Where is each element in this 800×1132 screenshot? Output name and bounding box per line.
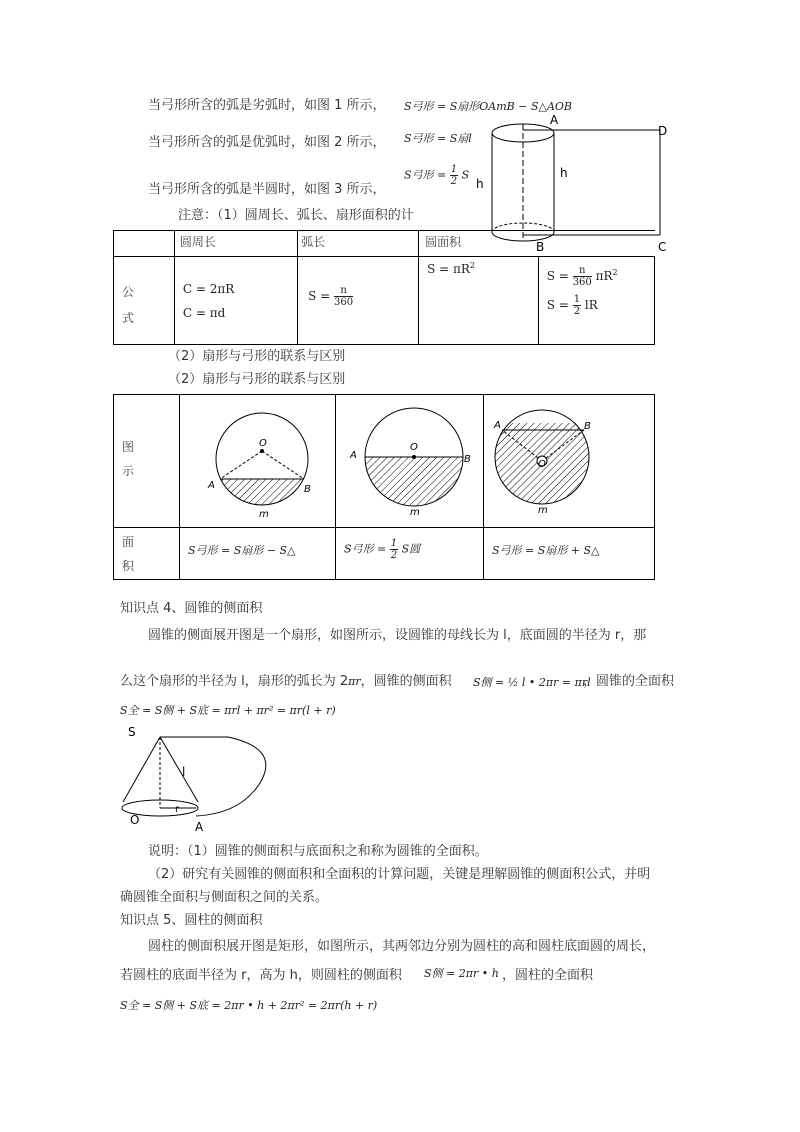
area-semicircle: S弓形 = $\frac{1}{2}$ S圆: [336, 528, 484, 580]
relation-heading-2: （2）扇形与弓形的联系与区别: [168, 372, 346, 387]
segment-hatch-3: [492, 423, 602, 513]
label-m-3: m: [538, 505, 548, 516]
cone-right-slant: [160, 737, 198, 802]
header-arc-length: 弧长: [298, 231, 419, 257]
label-B: B: [536, 240, 545, 254]
relation-heading-1: （2）扇形与弓形的联系与区别: [168, 349, 346, 364]
kp5-paragraph-2: 若圆柱的底面半径为 r，高为 h，则圆柱的侧面积: [120, 968, 402, 983]
label-m-2: m: [410, 507, 420, 518]
cone-lateral-formula: S侧 = ½ l • 2πr = πrl: [473, 676, 591, 689]
label-h-left: h: [476, 177, 484, 191]
diagram-minor-arc: [180, 395, 336, 528]
semicircle-svg: [336, 395, 483, 523]
text-line-major-arc: 当弓形所含的弧是优弧时，如图 2 所示，: [148, 135, 386, 150]
formula-semicircle: S弓形 = $\frac{1}{2}$ S: [404, 164, 470, 187]
kp5-paragraph-1: 圆柱的侧面积展开图是矩形，如图所示，其两邻边分别为圆柱的高和圆柱底面圆的周长，: [148, 939, 656, 954]
label-r: r: [175, 804, 180, 815]
label-S: S: [128, 725, 136, 739]
kp5-total-label: ，圆柱的全面积: [502, 968, 594, 983]
explanation-2b: 确圆锥全面积与侧面积之间的关系。: [120, 890, 329, 905]
label-D: D: [658, 124, 668, 138]
explanation-2a: （2）研究有关圆锥的侧面积和全面积的计算问题，关键是理解圆锥的侧面积公式，并明: [148, 867, 651, 882]
kp4-paragraph-1: 圆锥的侧面展开图是一个扇形，如图所示，设圆锥的母线长为 l，底面圆的半径为 r，那: [148, 628, 647, 643]
label-A: A: [550, 113, 559, 127]
label-A-cone: A: [195, 820, 204, 834]
label-m-1: m: [259, 509, 269, 520]
cell-arc-length: S = $\frac{n}{360}$: [298, 257, 419, 345]
radius-OA-1: [220, 451, 262, 479]
segment-table: [113, 394, 655, 580]
explanation-1: 说明：（1）圆锥的侧面积与底面积之和称为圆锥的全面积。: [148, 844, 488, 859]
label-A-1: A: [208, 480, 215, 491]
cone-diagram: [118, 724, 278, 836]
sector-arc: [196, 737, 266, 816]
cell-circle-area: $S = \pi R^2$: [419, 257, 539, 345]
minor-arc-svg: [180, 395, 335, 523]
note-text: 注意：（1）圆周长、弧长、扇形面积的计: [178, 208, 414, 223]
segment-hatch-2: [361, 457, 471, 509]
formula-table: [113, 230, 655, 345]
center-dot-2: [412, 455, 416, 459]
label-B-3: B: [584, 421, 591, 432]
text-line-minor-arc: 当弓形所含的弧是劣弧时，如图 1 所示，: [148, 98, 386, 113]
label-A-3: A: [494, 420, 501, 431]
label-O-1: O: [259, 438, 267, 449]
kp4-title: 知识点 4、圆锥的侧面积: [120, 601, 263, 616]
major-arc-svg: [484, 395, 654, 523]
formula-major-arc: S弓形 = S扇l: [404, 132, 472, 145]
cyl-total-formula: S全 = S侧 + S底 = 2πr • h + 2πr² = 2πr(h + r): [120, 999, 378, 1012]
corner-cell: [114, 231, 175, 257]
row-label-diagram: 图 示: [114, 395, 180, 528]
label-C: C: [658, 240, 667, 254]
diagram-major-arc: [484, 395, 655, 528]
kp4-total-label: ，圆锥的全面积: [583, 674, 675, 689]
header-sector-area: [538, 231, 654, 257]
row-label-formula: 公 式: [114, 257, 175, 345]
formula-minor-arc: S弓形 = S扇形OAmB − S△AOB: [404, 100, 573, 113]
area-major-arc: S弓形 = S扇形 + S△: [484, 528, 655, 580]
label-A-2: A: [350, 450, 357, 461]
label-l: l: [182, 765, 186, 779]
label-B-1: B: [304, 484, 311, 495]
kp5-title: 知识点 5、圆柱的侧面积: [120, 913, 263, 928]
center-dot-1: [260, 449, 264, 453]
header-circumference: 圆周长: [174, 231, 297, 257]
text-line-semicircle: 当弓形所含的弧是半圆时，如图 3 所示，: [148, 182, 386, 197]
cone-total-formula: S全 = S侧 + S底 = πrl + πr² = πr(l + r): [120, 704, 336, 717]
cone-left-slant: [123, 737, 160, 802]
cell-circumference: C = 2πR C = πd: [174, 257, 297, 345]
label-B-2: B: [464, 454, 471, 465]
radius-OB-1: [262, 451, 304, 479]
label-O: O: [130, 813, 140, 827]
label-h-right: h: [560, 166, 568, 180]
row-label-area: 面 积: [114, 528, 180, 580]
label-O-3: O: [538, 459, 546, 470]
kp4-paragraph-2: 么这个扇形的半径为 l，扇形的弧长为 2πr，圆锥的侧面积: [120, 674, 452, 689]
area-minor-arc: S弓形 = S扇形 − S△: [180, 528, 336, 580]
header-circle-area: 圆面积: [419, 231, 539, 257]
label-O-2: O: [410, 442, 418, 453]
cyl-lateral-formula: S侧 = 2πr • h: [424, 967, 499, 980]
cell-sector-area: S = $\frac{n}{360}$ $\pi R^2$ S = $\frac{1}{2}$ lR: [538, 257, 654, 345]
diagram-semicircle: [336, 395, 484, 528]
